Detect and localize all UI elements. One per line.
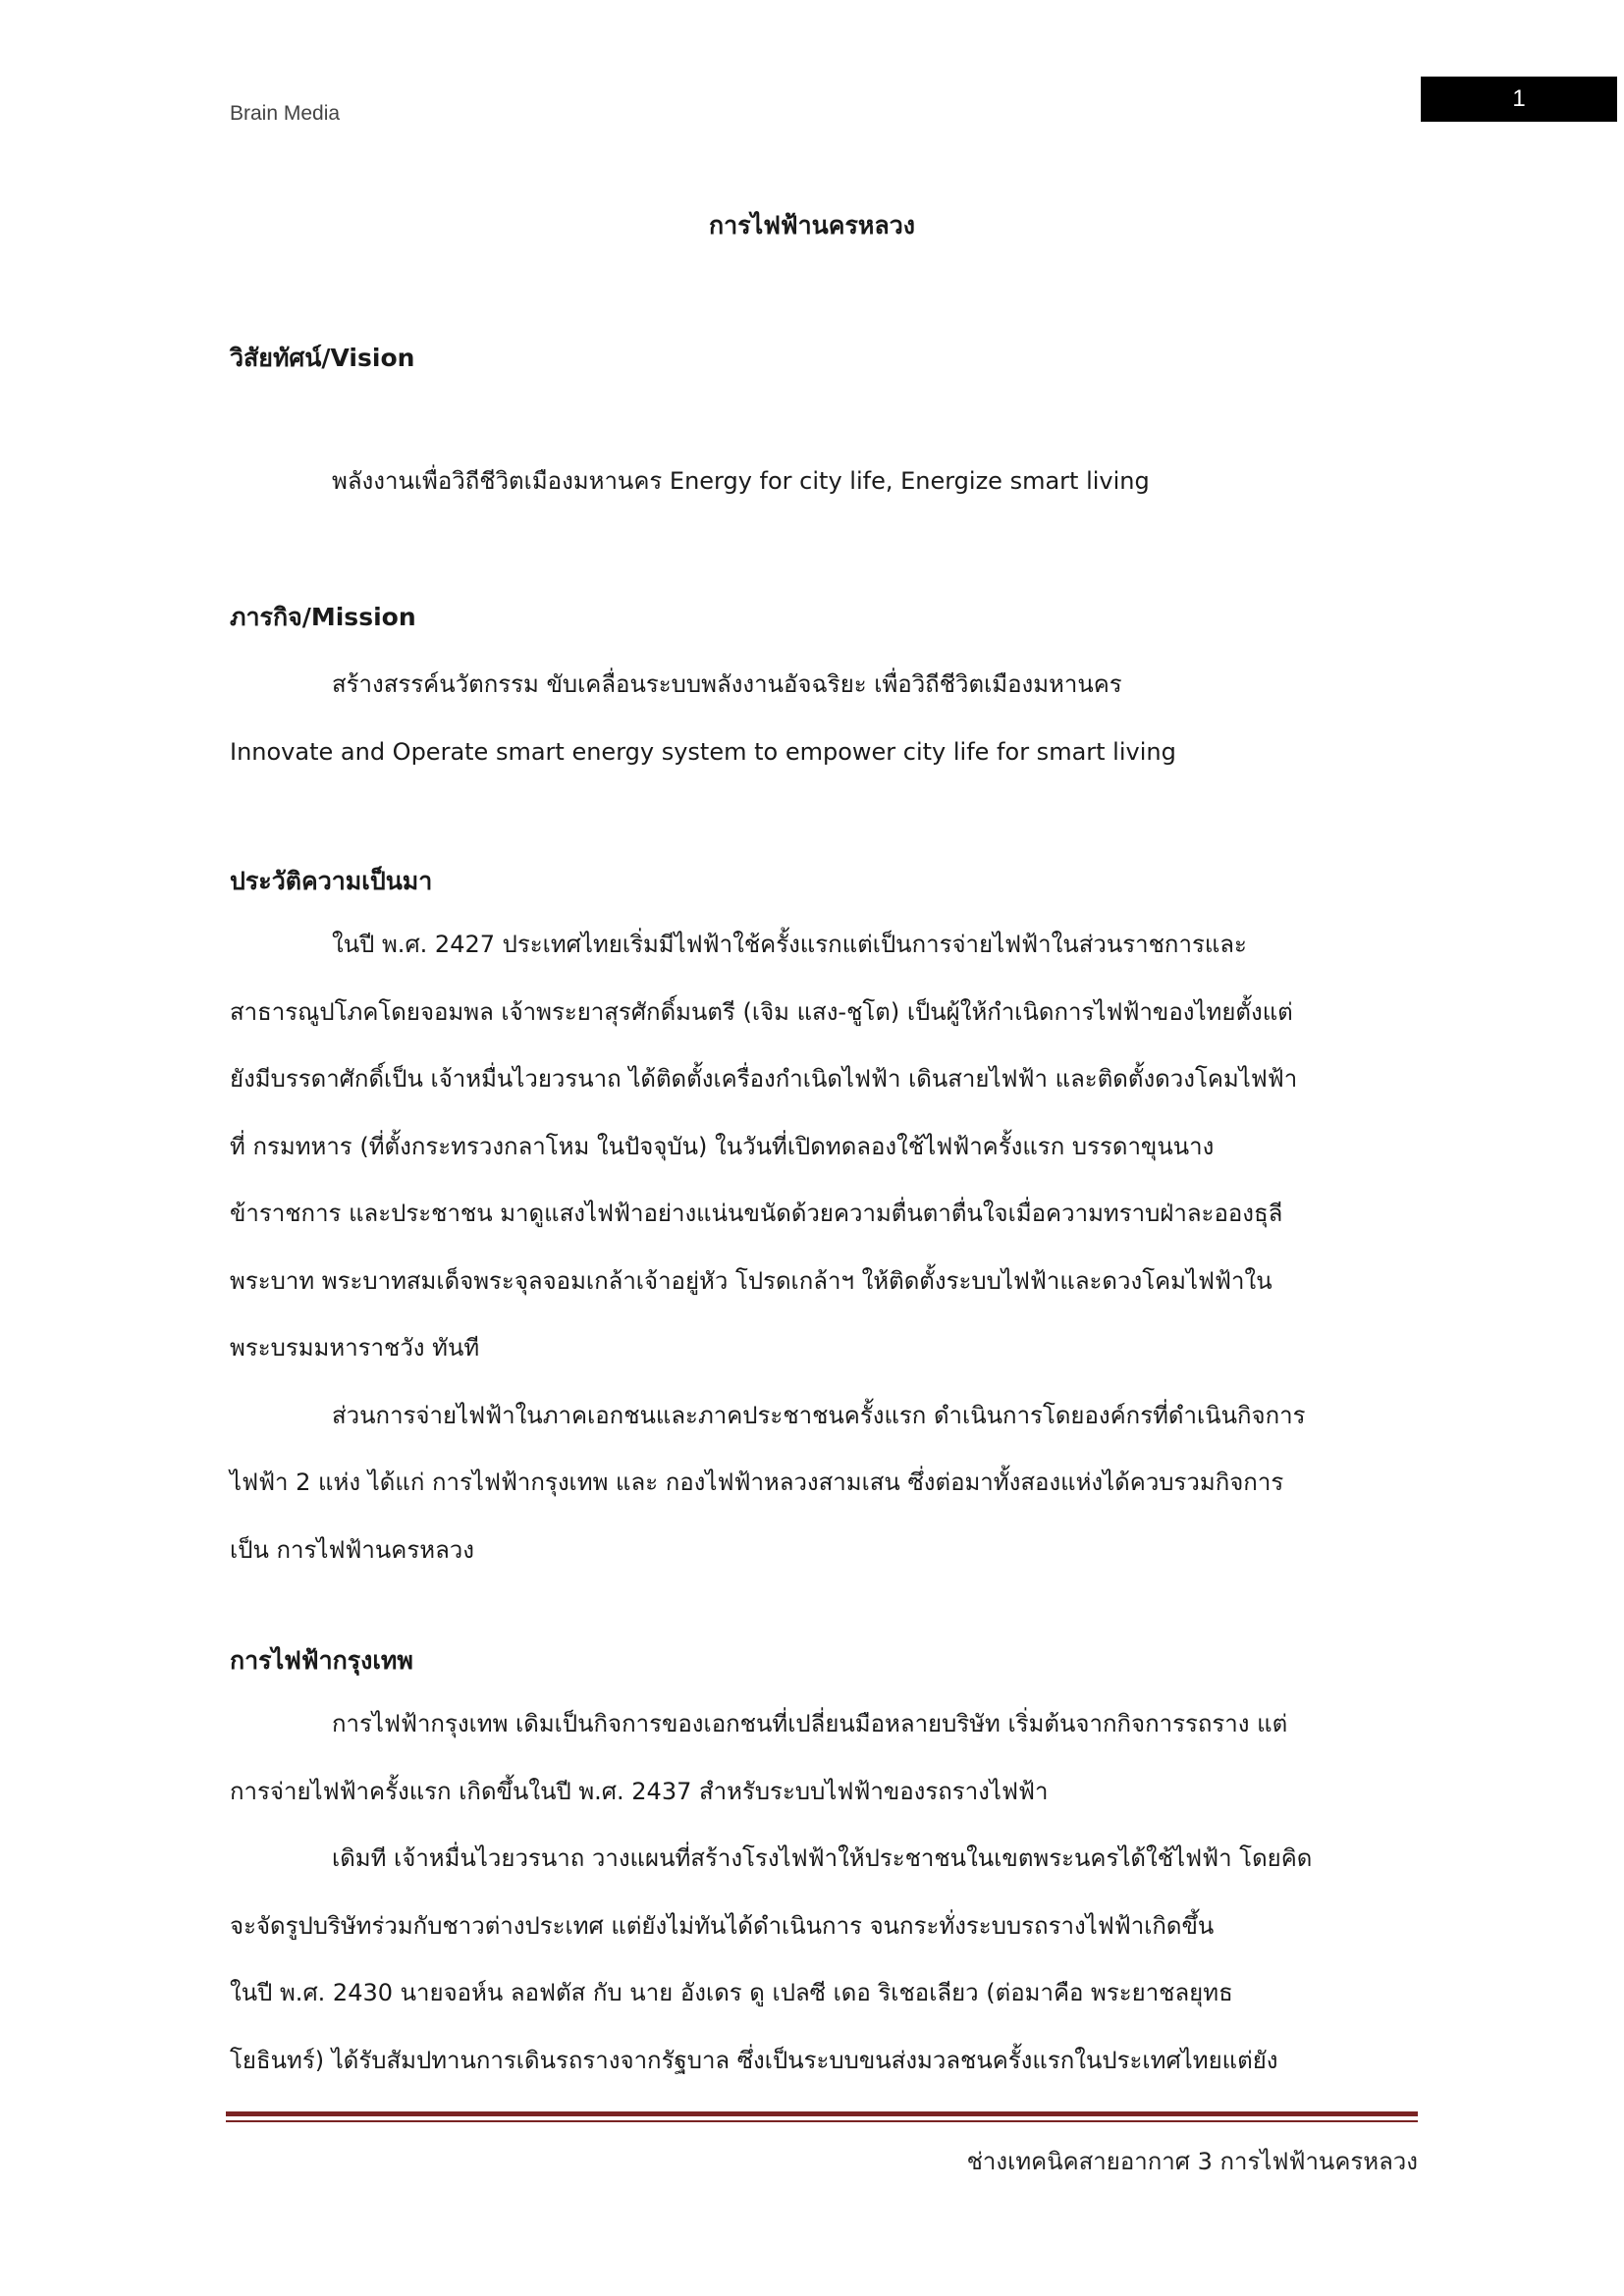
text-line: ไฟฟ้า 2 แห่ง ได้แก่ การไฟฟ้ากรุงเทพ และ กองไฟฟ้าหลวงสามเสน ซึ่งต่อมาทั้งสองแห่งได้ควบรวมกิจการ [230,1468,1284,1496]
bangkok-electric-heading: การไฟฟ้ากรุงเทพ [230,1646,413,1675]
text-line: ยังมีบรรดาศักดิ์เป็น เจ้าหมื่นไวยวรนาถ ได้ติดตั้งเครื่องกำเนิดไฟฟ้า เดินสายไฟฟ้า และติดตั้งดวงโคมไฟฟ้า [230,1065,1298,1093]
history-heading: ประวัติความเป็นมา [230,867,433,895]
mission-paragraph [230,651,1418,785]
text-line: การไฟฟ้ากรุงเทพ เดิมเป็นกิจการของเอกชนที่เปลี่ยนมือหลายบริษัท เริ่มต้นจากกิจการรถราง แต่ [332,1710,1288,1737]
text-line: พระบรมมหาราชวัง ทันที [230,1334,480,1362]
vision-heading: วิสัยทัศน์/Vision [230,344,415,372]
text-line: โยธินทร์) ได้รับสัมปทานการเดินรถรางจากรัฐบาล ซึ่งเป็นระบบขนส่งมวลชนครั้งแรกในประเทศไทยแต่ยัง [230,2046,1278,2074]
footer-divider [226,2111,1418,2116]
page-number: 1 [1421,77,1617,122]
mission-line-th: สร้างสรรค์นวัตกรรม ขับเคลื่อนระบบพลังงานอัจฉริยะ เพื่อวิถีชีวิตเมืองมหานคร [332,670,1122,698]
text-line: เป็น การไฟฟ้านครหลวง [230,1535,474,1564]
mission-heading: ภารกิจ/Mission [230,603,416,631]
document-title: การไฟฟ้านครหลวง [709,211,915,240]
header-brand: Brain Media [230,102,341,125]
text-line: ในปี พ.ศ. 2427 ประเทศไทยเริ่มมีไฟฟ้าใช้ครั้งแรกแต่เป็นการจ่ายไฟฟ้าในส่วนราชการและ [332,931,1247,958]
text-line: การจ่ายไฟฟ้าครั้งแรก เกิดขึ้นในปี พ.ศ. 2437 สำหรับระบบไฟฟ้าของรถรางไฟฟ้า [230,1777,1049,1805]
history-paragraph-1 [230,911,1418,1583]
footer-divider-thin [226,2120,1418,2122]
text-line: ที่ กรมทหาร (ที่ตั้งกระทรวงกลาโหม ในปัจจุบัน) ในวันที่เปิดทดลองใช้ไฟฟ้าครั้งแรก บรรดาขุนนาง [230,1132,1215,1160]
mission-line-en: Innovate and Operate smart energy system to empower city life for smart living [230,737,1176,766]
text-line: ส่วนการจ่ายไฟฟ้าในภาคเอกชนและภาคประชาชนครั้งแรก ดำเนินการโดยองค์กรที่ดำเนินกิจการ [332,1401,1306,1429]
text-line: จะจัดรูปบริษัทร่วมกับชาวต่างประเทศ แต่ยังไม่ทันได้ดำเนินการ จนกระทั่งระบบรถรางไฟฟ้าเกิดขึ้น [230,1911,1215,1940]
text-line: พระบาท พระบาทสมเด็จพระจุลจอมเกล้าเจ้าอยู่หัว โปรดเกล้าฯ ให้ติดตั้งระบบไฟฟ้าและดวงโคมไฟฟ้าใน [230,1266,1272,1295]
text-line: ในปี พ.ศ. 2430 นายจอห์น ลอฟตัส กับ นาย อังเดร ดู เปลซี เดอ ริเชอเลียว (ต่อมาคือ พระยาชลยุทธ [230,1979,1233,2006]
vision-paragraph [230,448,1418,515]
vision-text: พลังงานเพื่อวิถีชีวิตเมืองมหานคร Energy for city life, Energize smart living [332,467,1150,495]
footer-text: ช่างเทคนิคสายอากาศ 3 การไฟฟ้านครหลวง [966,2148,1418,2175]
text-line: สาธารณูปโภคโดยจอมพล เจ้าพระยาสุรศักดิ์มนตรี (เจิม แสง-ชูโต) เป็นผู้ให้กำเนิดการไฟฟ้าของไทยตั้งแต่ [230,997,1293,1026]
text-line: ข้าราชการ และประชาชน มาดูแสงไฟฟ้าอย่างแน่นขนัดด้วยความตื่นตาตื่นใจเมื่อความทราบฝ่าละอองธุลี [230,1200,1283,1227]
bangkok-electric-paragraph [230,1690,1418,2094]
text-line: เดิมที เจ้าหมื่นไวยวรนาถ วางแผนที่สร้างโรงไฟฟ้าให้ประชาชนในเขตพระนครได้ใช้ไฟฟ้า โดยคิด [332,1844,1313,1872]
